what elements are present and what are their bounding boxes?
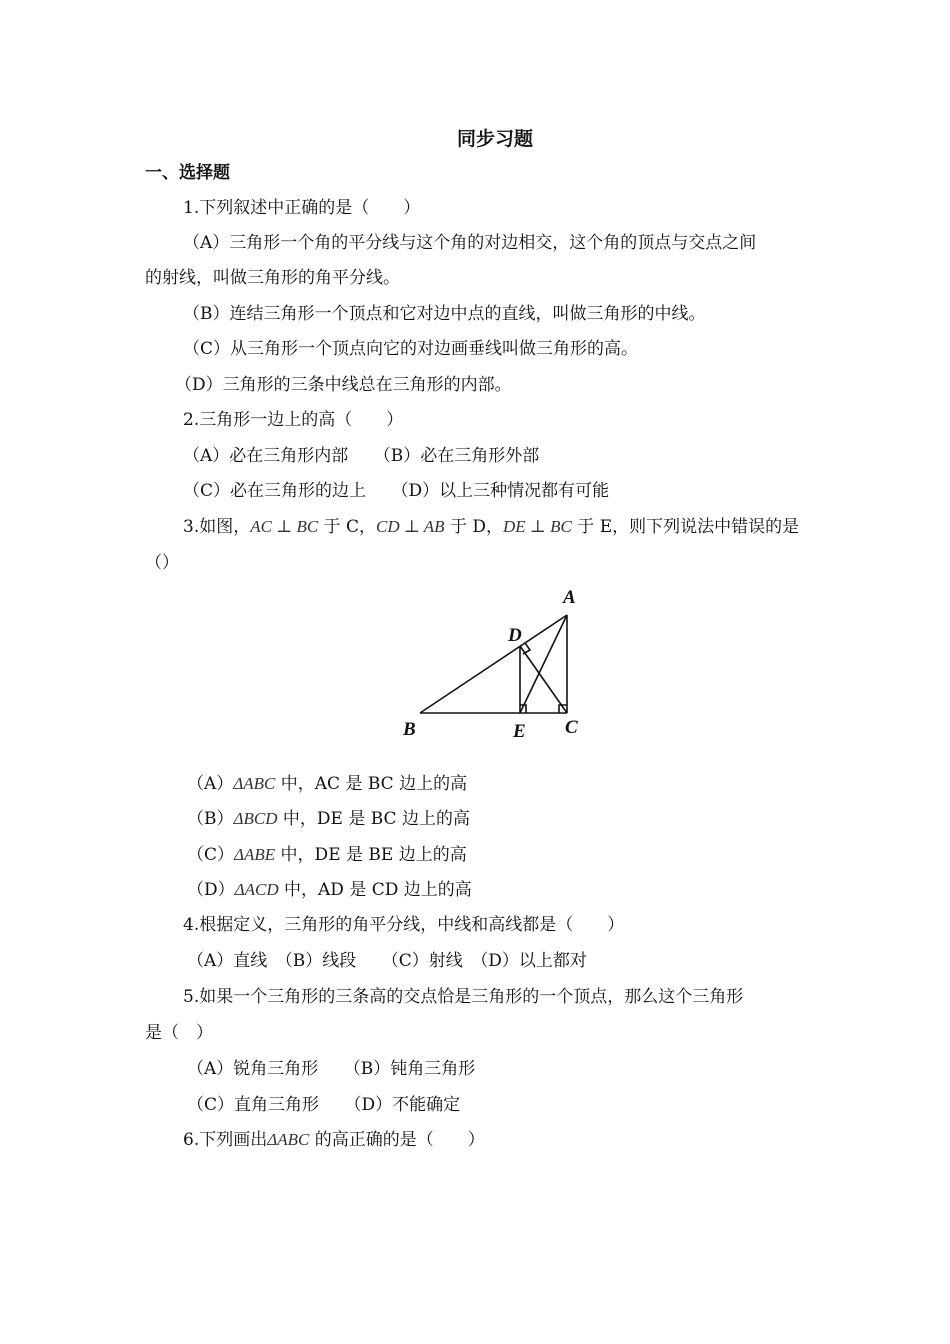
q2-stem: 2.三角形一边上的高（ ） (183, 410, 404, 430)
q3-option-a (187, 773, 467, 795)
q4-stem: 4.根据定义，三角形的角平分线，中线和高线都是（ ） (183, 915, 625, 935)
q2-options-cd: （C）必在三角形的边上 （D）以上三种情况都有可能 (183, 481, 610, 501)
triangle-figure (395, 583, 595, 743)
q1-option-a-line2: 的射线，叫做三角形的角平分线。 (145, 268, 400, 288)
q3-option-a-prefix: （A） (187, 774, 234, 794)
q3-math-cd-perp-ab: CD ⊥ AB (376, 517, 445, 536)
q6-stem-prefix: 6.下列画出 (183, 1130, 268, 1150)
segment-dc (520, 646, 567, 713)
q3-stem-prefix: 3.如图， (183, 517, 251, 537)
q5-stem-line2: 是（ ） (145, 1023, 213, 1043)
q6-stem-suffix: 的高正确的是（ ） (309, 1130, 485, 1150)
q5-options-cd: （C）直角三角形 （D）不能确定 (187, 1095, 461, 1115)
q3-stem-text3: 于 E，则下列说法中错误的是 (571, 517, 800, 537)
segment-ae (520, 615, 567, 713)
q1-stem: 1.下列叙述中正确的是（ ） (183, 198, 421, 218)
q3-option-a-text: 中，AC 是 BC 边上的高 (275, 774, 468, 794)
q3-stem-text2: 于 D， (444, 517, 504, 537)
q4-options: （A）直线 （B）线段 （C）射线 （D）以上都对 (187, 951, 587, 971)
label-c: C (565, 717, 578, 738)
q3-option-b-text: 中，DE 是 BC 边上的高 (277, 809, 470, 829)
section-heading: 一、选择题 (145, 163, 230, 183)
segment-ba (420, 615, 567, 713)
q1-option-b: （B）连结三角形一个顶点和它对边中点的直线，叫做三角形的中线。 (183, 304, 706, 324)
q1-option-a-line1: （A）三角形一个角的平分线与这个角的对边相交，这个角的顶点与交点之间 (183, 233, 757, 253)
q3-option-a-triangle: ΔABC (233, 774, 276, 793)
q3-stem-line2: （） (145, 553, 179, 573)
q3-option-c-triangle: ΔABE (234, 845, 276, 864)
q3-option-b-prefix: （B） (187, 809, 234, 829)
q2-options-ab: （A）必在三角形内部 （B）必在三角形外部 (183, 446, 540, 466)
q3-option-c-text: 中，DE 是 BE 边上的高 (275, 845, 467, 865)
q3-math-de-perp-bc: DE ⊥ BC (503, 517, 572, 536)
q3-option-c (187, 844, 467, 866)
q5-options-ab: （A）锐角三角形 （B）钝角三角形 (187, 1059, 476, 1079)
page-title: 同步习题 (456, 128, 533, 150)
label-a: A (563, 587, 576, 608)
q3-option-d-text: 中，AD 是 CD 边上的高 (278, 880, 472, 900)
q1-option-c: （C）从三角形一个顶点向它的对边画垂线叫做三角形的高。 (183, 339, 639, 359)
q3-math-ac-perp-bc: AC ⊥ BC (250, 517, 319, 536)
q3-option-d-prefix: （D） (187, 880, 235, 900)
q3-option-d-triangle: ΔACD (234, 880, 279, 899)
q3-option-d (187, 879, 472, 901)
q3-stem-line1 (183, 516, 799, 538)
q3-stem-text1: 于 C， (318, 517, 376, 537)
q6-triangle: ΔABC (267, 1130, 310, 1149)
q1-option-d: （D）三角形的三条中线总在三角形的内部。 (175, 375, 512, 395)
label-e: E (513, 721, 526, 742)
q5-stem-line1: 5.如果一个三角形的三条高的交点恰是三角形的一个顶点，那么这个三角形 (183, 987, 744, 1007)
q3-option-c-prefix: （C） (187, 845, 235, 865)
label-b: B (403, 719, 416, 740)
q3-option-b (187, 808, 470, 830)
q3-option-b-triangle: ΔBCD (233, 809, 278, 828)
label-d: D (508, 625, 522, 646)
q6-stem (183, 1129, 485, 1151)
